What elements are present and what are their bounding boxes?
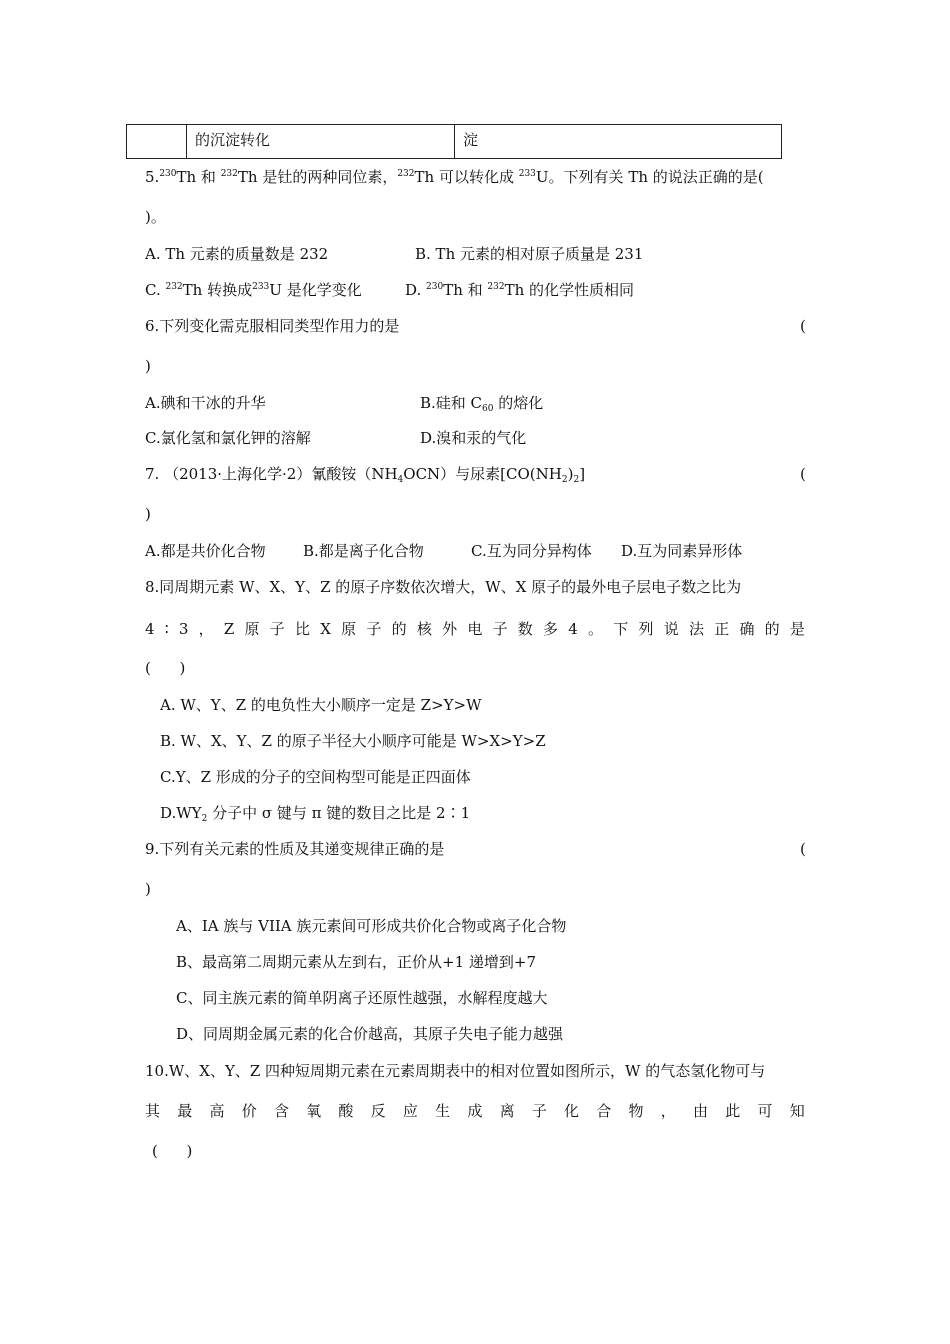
q8-option-c: C.Y、Z 形成的分子的空间构型可能是正四面体 bbox=[160, 768, 471, 786]
q5-option-c: C. $^{232}$Th 转换成$^{233}$U 是化学变化 bbox=[145, 281, 362, 299]
table-cell: 淀 bbox=[455, 125, 782, 159]
q5-stem-cont: )。 bbox=[145, 208, 166, 226]
q6-option-b: B.硅和 $C_{60}$ 的熔化 bbox=[420, 394, 544, 414]
q5-option-a: A. Th 元素的质量数是 232 bbox=[145, 245, 329, 263]
q6-paren-close: ) bbox=[145, 357, 151, 375]
table-cell: 的沉淀转化 bbox=[187, 125, 455, 159]
q10-stem-line1: 10.W、X、Y、Z 四种短周期元素在元素周期表中的相对位置如图所示，W 的气态氢化物可与 bbox=[145, 1062, 766, 1080]
q9-option-b: B、最高第二周期元素从左到右，正价从+1 递增到+7 bbox=[176, 953, 537, 971]
q8-option-d: $D.WY_2$ 分子中 σ 键与 π 键的数目之比是 2∶1 bbox=[160, 804, 471, 824]
q8-stem-line2: 4 ∶ 3 ， Z 原 子 比 X 原 子 的 核 外 电 子 数 多 4 。 下 列 说 法 正 确 的 是 bbox=[145, 620, 805, 638]
table-fragment bbox=[126, 124, 782, 159]
q6-option-d: D.溴和汞的气化 bbox=[420, 429, 527, 447]
q8-option-b: B. W、X、Y、Z 的原子半径大小顺序可能是 W>X>Y>Z bbox=[160, 732, 546, 750]
q9-stem: 9.下列有关元素的性质及其递变规律正确的是 bbox=[145, 840, 445, 858]
q5-option-d: D. $^{230}$Th 和 $^{232}$Th 的化学性质相同 bbox=[405, 281, 635, 299]
q6-paren-open: ( bbox=[800, 317, 806, 335]
q8-option-a: A. W、Y、Z 的电负性大小顺序一定是 Z>Y>W bbox=[160, 696, 482, 714]
q9-option-a: A、IA 族与 VIIA 族元素间可形成共价化合物或离子化合物 bbox=[176, 917, 567, 935]
q9-option-c: C、同主族元素的简单阴离子还原性越强，水解程度越大 bbox=[176, 989, 548, 1007]
q6-option-a: A.碘和干冰的升华 bbox=[145, 394, 266, 412]
q10-stem-line2: 其 最 高 价 含 氧 酸 反 应 生 成 离 子 化 合 物 ， 由 此 可 知 bbox=[145, 1102, 805, 1120]
q10-answer-paren: ( ) bbox=[152, 1142, 193, 1160]
q9-option-d: D、同周期金属元素的化合价越高，其原子失电子能力越强 bbox=[176, 1025, 564, 1043]
q7-option-b: B.都是离子化合物 bbox=[303, 542, 424, 560]
q6-stem: 6.下列变化需克服相同类型作用力的是 bbox=[145, 317, 400, 335]
q9-paren-open: ( bbox=[800, 840, 806, 858]
q7-paren-close: ) bbox=[145, 505, 151, 523]
q5-stem: 5.$^{230}$Th 和 $^{232}$Th 是钍的两种同位素，$^{232}$Th 可以转化成 $^{233}$U。下列有关 Th 的说法正确的是( bbox=[145, 168, 764, 186]
table-row bbox=[127, 125, 782, 159]
q8-stem-line1: 8.同周期元素 W、X、Y、Z 的原子序数依次增大，W、X 原子的最外电子层电子数之比为 bbox=[145, 578, 742, 596]
table-cell bbox=[127, 125, 187, 159]
q7-paren-open: ( bbox=[800, 465, 806, 483]
q6-option-c: C.氯化氢和氯化钾的溶解 bbox=[145, 429, 311, 447]
q7-option-a: A.都是共价化合物 bbox=[145, 542, 266, 560]
q8-answer-paren: ( ) bbox=[145, 659, 186, 677]
q7-stem: 7. （2013·上海化学·2）氰酸铵$(NH_4OCN)$与尿素$[CO(NH_2)_2]$ bbox=[145, 465, 586, 485]
q5-option-b: B. Th 元素的相对原子质量是 231 bbox=[415, 245, 644, 263]
q7-option-d: D.互为同素异形体 bbox=[621, 542, 743, 560]
q7-option-c: C.互为同分异构体 bbox=[471, 542, 592, 560]
q9-paren-close: ) bbox=[145, 880, 151, 898]
